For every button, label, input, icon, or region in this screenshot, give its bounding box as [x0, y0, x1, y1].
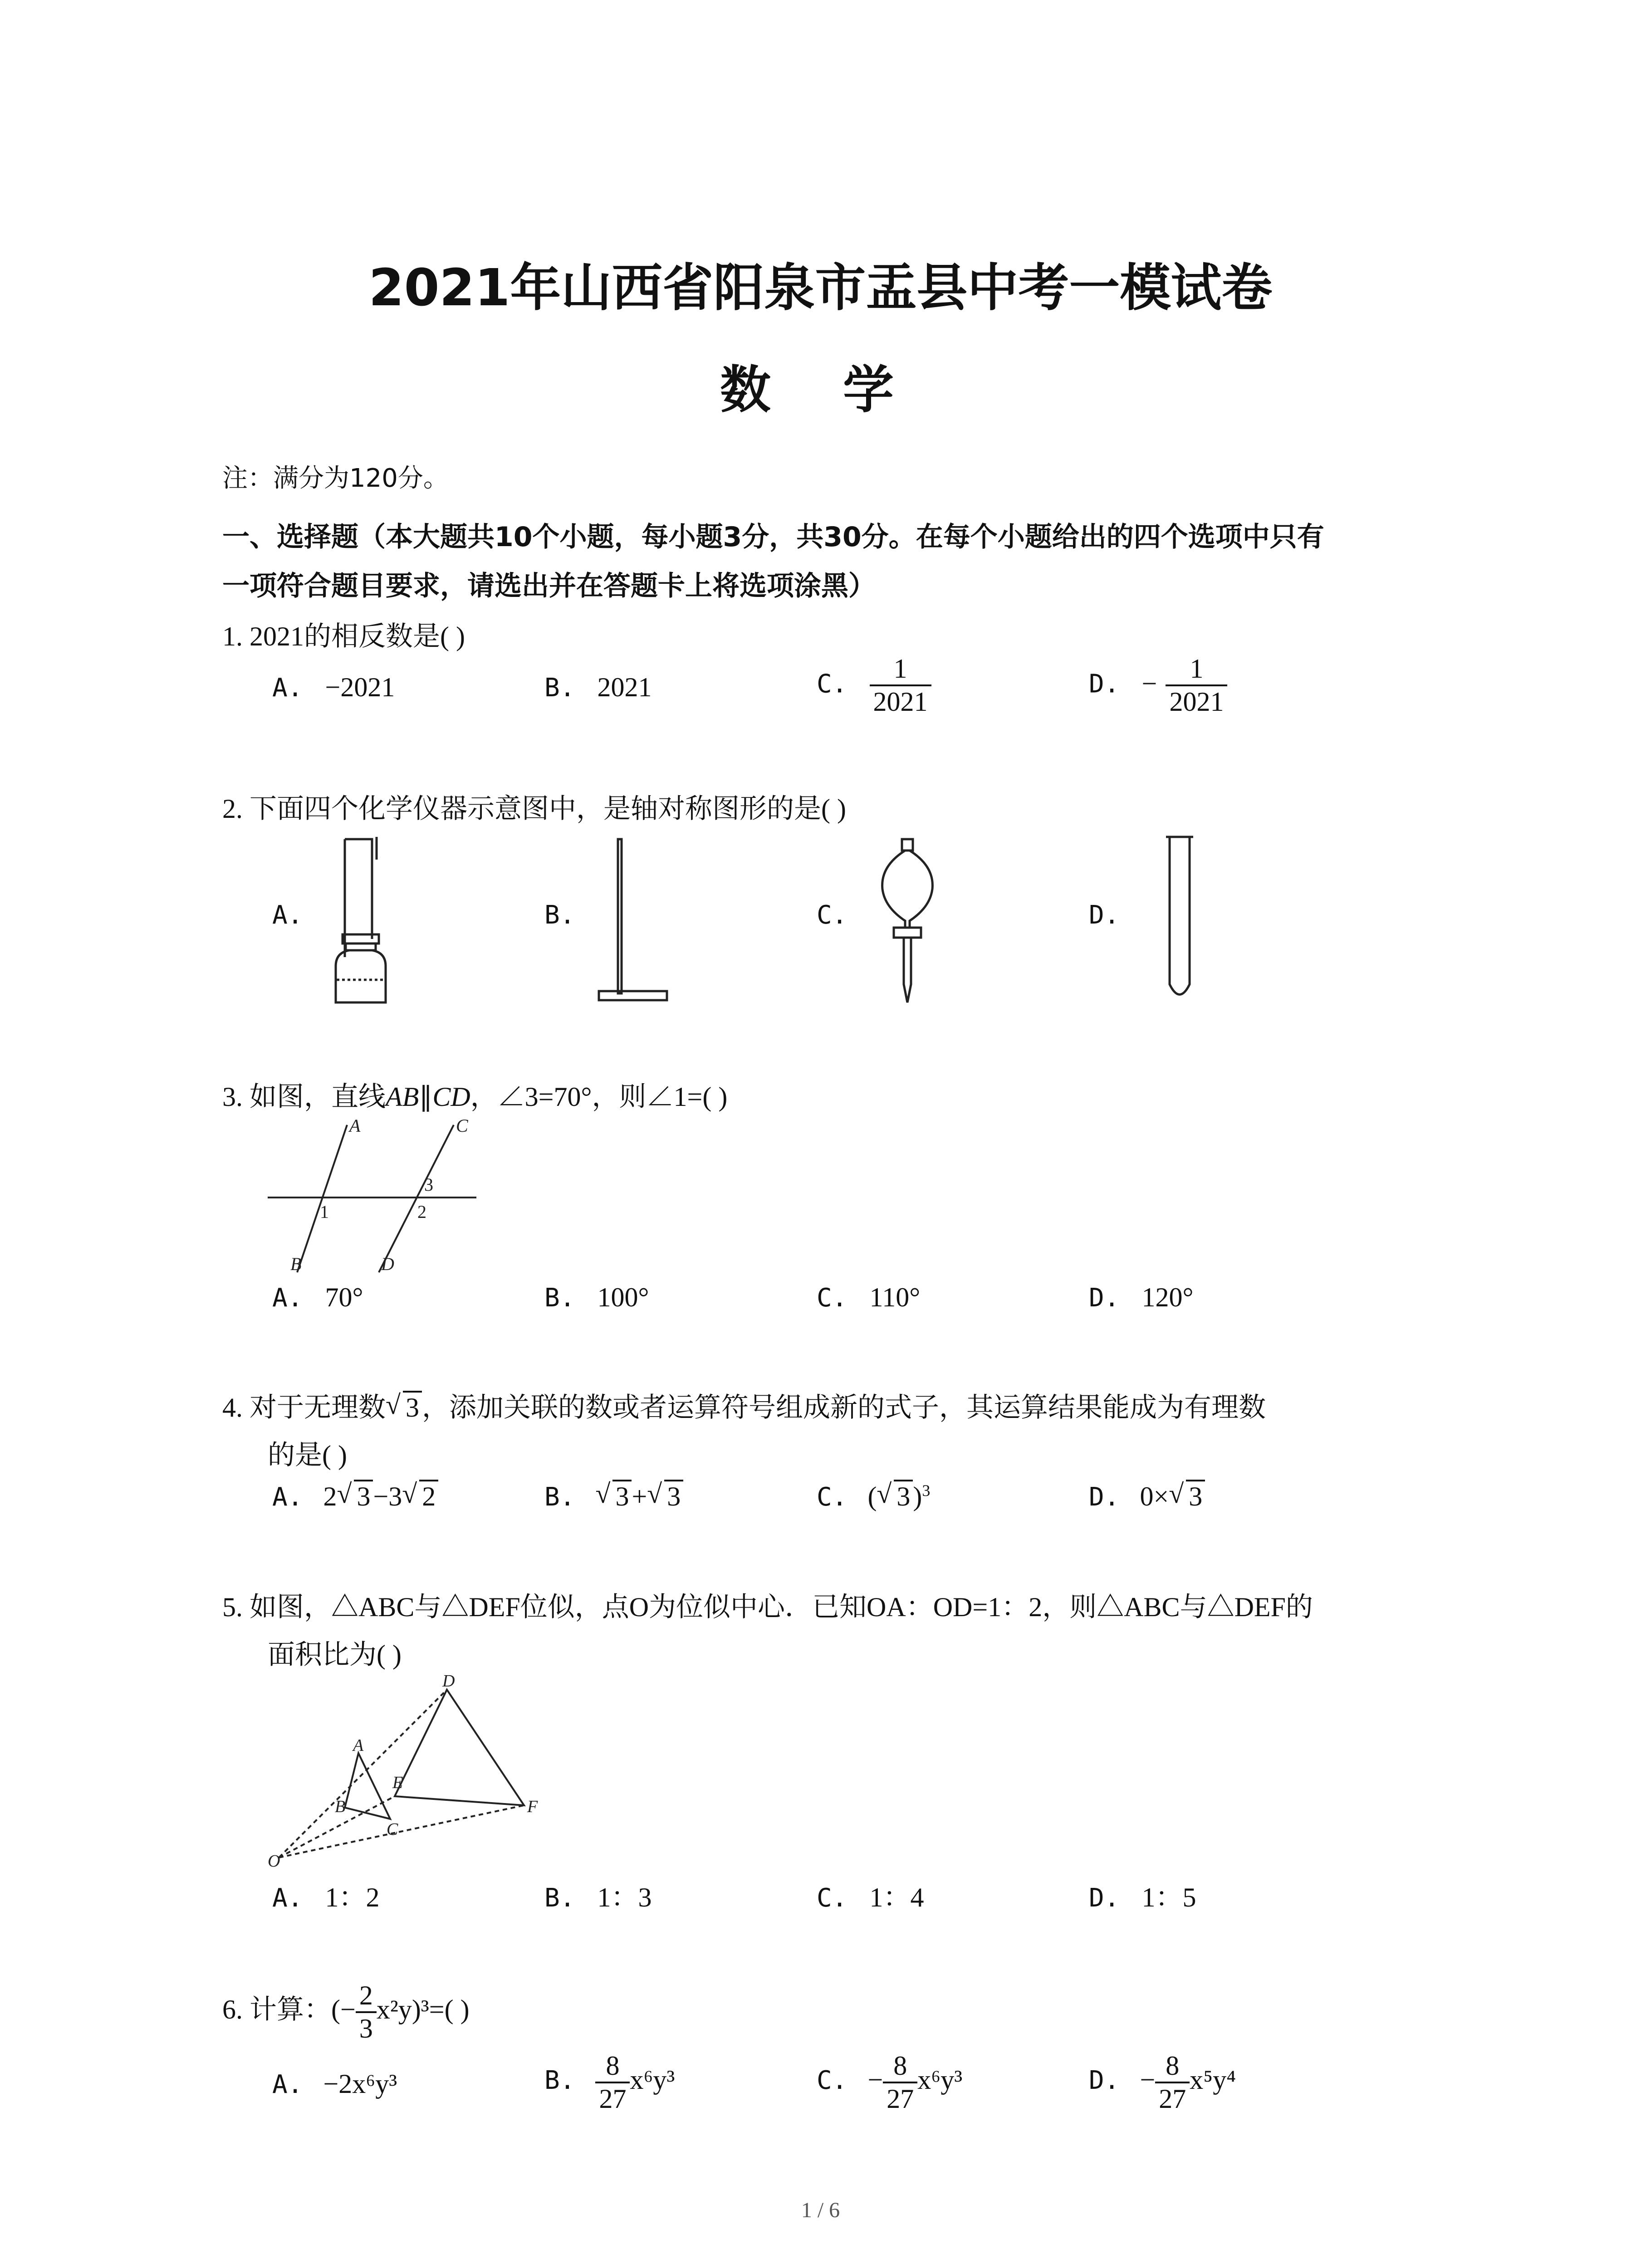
option-label: B.	[544, 673, 575, 703]
q1-option-c	[817, 653, 931, 718]
question-4-stem-line2: 的是( )	[268, 1440, 347, 1470]
fraction	[870, 653, 931, 718]
stem-text: ，添加关联的数或者运算符号组成新的式子，其运算结果能成为有理数	[422, 1393, 1266, 1422]
question-4-stem	[222, 1386, 1266, 1425]
sqrt-expression	[1169, 1481, 1205, 1512]
option-label: C.	[817, 669, 847, 699]
option-label: A.	[272, 1482, 303, 1512]
option-label: D.	[1089, 1283, 1120, 1313]
q4-option-b	[544, 1481, 683, 1512]
option-text: 100°	[597, 1282, 649, 1312]
question-6-stem	[222, 1980, 470, 2044]
q2-option-a-label: A.	[272, 900, 303, 930]
option-label: A.	[272, 673, 303, 703]
exam-title: 2021年山西省阳泉市盂县中考一模试卷	[368, 259, 1273, 318]
option-label: C.	[817, 2065, 847, 2095]
angle-3-label: 3	[424, 1174, 433, 1195]
q1-option-b	[544, 671, 652, 703]
parallel-symbol: ∥	[419, 1082, 433, 1112]
operator: −3	[373, 1481, 402, 1511]
iron-stand-icon	[590, 830, 681, 1012]
option-label: B.	[544, 1482, 575, 1512]
q4-option-d	[1089, 1481, 1205, 1512]
section-heading-line2: 一项符合题目要求，请选出并在答题卡上将选项涂黑）	[222, 570, 876, 602]
radicand: 3	[403, 1391, 422, 1422]
question-5-stem-line2: 面积比为( )	[268, 1640, 402, 1670]
score-note: 注：满分为120分。	[222, 464, 449, 493]
option-label: C.	[817, 1482, 847, 1512]
radicand: 2	[419, 1480, 438, 1511]
fraction-denominator: 27	[595, 2082, 630, 2115]
label-o: O	[268, 1852, 280, 1871]
subject-title: 数 学	[720, 361, 921, 420]
homothety-triangles-figure	[268, 1674, 558, 1873]
label-b: B	[290, 1254, 302, 1274]
variable-part: x⁶y³	[917, 2064, 963, 2095]
radicand: 3	[664, 1480, 683, 1511]
option-label: A.	[272, 1283, 303, 1313]
q5-option-c	[817, 1876, 924, 1915]
section-heading	[222, 513, 1456, 611]
minus-sign: −	[1140, 2064, 1156, 2095]
option-label: D.	[1089, 1883, 1120, 1913]
test-tube-icon	[1134, 830, 1225, 1012]
parallel-lines-figure	[268, 1116, 481, 1279]
line-ab: AB	[386, 1082, 419, 1112]
variable-part: x⁶y³	[630, 2064, 675, 2095]
q2-option-b-label: B.	[544, 900, 575, 930]
option-text: 110°	[869, 1282, 921, 1312]
label-c: C	[387, 1820, 398, 1839]
option-label: C.	[817, 1283, 847, 1313]
option-text: −2021	[325, 672, 395, 702]
label-d: D	[381, 1254, 394, 1274]
option-label: B.	[544, 2065, 575, 2095]
option-text: 1：3	[597, 1882, 652, 1912]
question-1-stem: 1. 2021的相反数是( )	[222, 621, 465, 651]
option-text: 1：2	[325, 1882, 380, 1912]
q4-option-c	[817, 1481, 930, 1512]
q6-option-a	[272, 2068, 397, 2100]
sqrt-expression	[647, 1481, 683, 1512]
minus-sign: −	[867, 2064, 883, 2095]
fraction-denominator: 3	[356, 2011, 377, 2044]
fraction-denominator: 27	[1155, 2082, 1190, 2115]
radicand: 3	[894, 1480, 913, 1511]
fraction	[356, 1980, 377, 2044]
option-label: B.	[544, 1883, 575, 1913]
q3-option-c	[817, 1281, 920, 1313]
stem-text: 6. 计算：(−	[222, 1994, 356, 2024]
angle-1-label: 1	[320, 1202, 329, 1222]
fraction	[1155, 2050, 1190, 2115]
radicand: 3	[612, 1480, 632, 1511]
q5-option-d	[1089, 1876, 1196, 1915]
q2-option-c-label: C.	[817, 900, 847, 930]
question-3-stem	[222, 1075, 727, 1114]
operator: +	[632, 1481, 647, 1511]
q6-option-d	[1089, 2050, 1236, 2115]
option-label: D.	[1089, 669, 1120, 699]
fraction-numerator: 8	[606, 2051, 620, 2081]
option-label: D.	[1089, 1482, 1120, 1512]
stem-text: 4. 对于无理数	[222, 1393, 386, 1422]
option-label: D.	[1089, 2065, 1120, 2095]
stem-text: x²y)³=( )	[376, 1994, 470, 2024]
sqrt-expression	[595, 1481, 632, 1512]
fraction-numerator: 1	[1190, 654, 1204, 684]
fraction-numerator: 8	[1166, 2051, 1180, 2081]
fraction-numerator: 1	[893, 654, 907, 684]
sqrt-expression	[337, 1481, 373, 1512]
fraction-numerator: 8	[893, 2051, 907, 2081]
q6-option-b	[544, 2050, 675, 2115]
option-label: A.	[272, 1883, 303, 1913]
page-number: 1 / 6	[801, 2198, 840, 2222]
q3-option-b	[544, 1281, 649, 1313]
q5-option-b	[544, 1876, 652, 1915]
fraction-denominator: 2021	[1166, 684, 1227, 718]
minus-sign: −	[1141, 668, 1157, 699]
open-paren: (	[867, 1481, 877, 1511]
fraction	[883, 2050, 917, 2115]
angle-2-label: 2	[417, 1202, 426, 1222]
q3-option-d	[1089, 1281, 1194, 1313]
sqrt-expression	[877, 1481, 913, 1512]
radicand: 3	[354, 1480, 373, 1511]
fraction-denominator: 2021	[870, 684, 931, 718]
close-paren: )	[913, 1481, 922, 1511]
radicand: 3	[1186, 1480, 1205, 1511]
label-d: D	[442, 1672, 455, 1691]
label-b: B	[335, 1797, 346, 1816]
fraction	[595, 2050, 630, 2115]
q2-option-d-label: D.	[1089, 900, 1120, 930]
sqrt-expression	[402, 1481, 438, 1512]
q6-option-c	[817, 2050, 962, 2115]
option-text: −2x⁶y³	[323, 2069, 397, 2099]
section-heading-line1: 一、选择题（本大题共10个小题，每小题3分，共30分。在每个小题给出的四个选项中只有	[222, 521, 1324, 553]
q1-option-d	[1089, 653, 1227, 718]
option-text: 2021	[597, 672, 652, 702]
option-label: C.	[817, 1883, 847, 1913]
option-text: 1：5	[1141, 1882, 1196, 1912]
line-cd: CD	[432, 1082, 470, 1112]
option-label: A.	[272, 2070, 303, 2099]
label-c: C	[456, 1115, 468, 1136]
stem-text: ，∠3=70°，则∠1=( )	[470, 1082, 728, 1112]
label-f: F	[527, 1797, 538, 1816]
gas-washing-bottle-icon	[318, 830, 408, 1012]
q4-option-a	[272, 1481, 438, 1512]
exponent: 3	[922, 1481, 931, 1500]
q5-option-a	[272, 1876, 380, 1915]
option-text: 120°	[1141, 1282, 1194, 1312]
separatory-funnel-icon	[862, 830, 953, 1012]
q1-option-a	[272, 671, 395, 703]
option-text: 70°	[325, 1282, 363, 1312]
fraction-denominator: 27	[883, 2082, 917, 2115]
coefficient: 0×	[1140, 1481, 1169, 1511]
sqrt-expression	[386, 1392, 422, 1423]
fraction	[1166, 653, 1227, 718]
question-2-stem: 2. 下面四个化学仪器示意图中，是轴对称图形的是( )	[222, 794, 846, 824]
label-e: E	[392, 1773, 403, 1792]
question-5-stem: 5. 如图，△ABC与△DEF位似，点O为位似中心．已知OA：OD=1：2，则△ABC与△DEF的	[222, 1592, 1313, 1622]
stem-text: 3. 如图，直线	[222, 1082, 386, 1112]
coefficient: 2	[323, 1481, 337, 1511]
label-a: A	[349, 1115, 361, 1136]
label-a: A	[353, 1736, 364, 1755]
fraction-numerator: 2	[359, 1980, 373, 2010]
variable-part: x⁵y⁴	[1190, 2064, 1236, 2095]
q3-option-a	[272, 1281, 363, 1313]
option-text: 1：4	[869, 1882, 924, 1912]
option-label: B.	[544, 1283, 575, 1313]
